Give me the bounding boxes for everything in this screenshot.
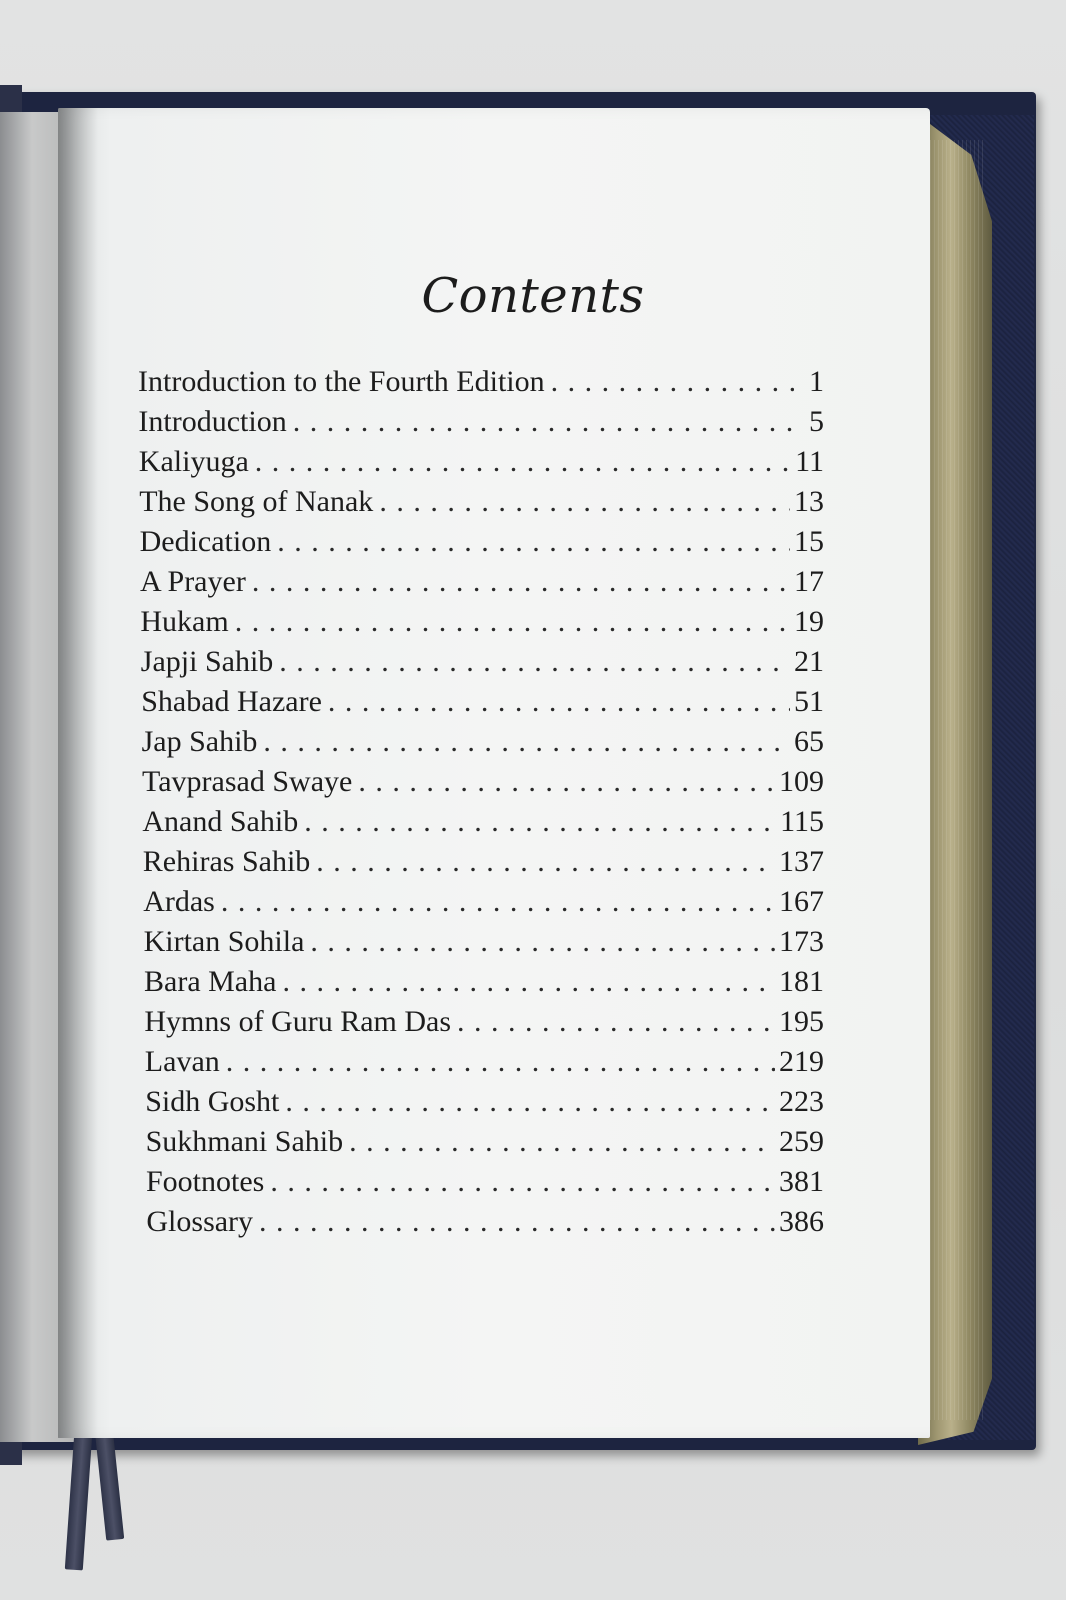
- toc-dot-leader: [226, 1045, 775, 1079]
- toc-entry-title: Hukam: [140, 605, 229, 638]
- toc-entry-page-number: 137: [779, 845, 824, 878]
- toc-entry-page-number: 1: [809, 365, 824, 398]
- toc-dot-leader: [358, 765, 775, 799]
- toc-entry: [146, 1165, 824, 1205]
- toc-entry: [138, 405, 824, 445]
- toc-entry: [138, 365, 824, 405]
- toc-entry: [142, 725, 824, 765]
- toc-entry-page-number: 167: [779, 885, 824, 918]
- toc-entry: [143, 845, 824, 885]
- toc-dot-leader: [285, 1085, 775, 1119]
- toc-entry-page-number: 13: [794, 485, 824, 518]
- toc-entry-page-number: 115: [780, 805, 824, 838]
- toc-entry-title: Sukhmani Sahib: [145, 1125, 344, 1158]
- toc-entry: [139, 445, 824, 485]
- toc-entry-title: Introduction: [138, 405, 287, 438]
- toc-entry-page-number: 109: [779, 765, 824, 798]
- toc-entry-page-number: 19: [794, 605, 824, 638]
- toc-entry-page-number: 195: [779, 1005, 824, 1038]
- toc-entry: [144, 1005, 824, 1045]
- toc-dot-leader: [235, 605, 790, 639]
- toc-dot-leader: [304, 805, 776, 839]
- toc-entry: [140, 605, 824, 645]
- toc-entry-page-number: 181: [779, 965, 824, 998]
- toc-entry-title: Tavprasad Swaye: [142, 765, 353, 798]
- toc-entry-title: The Song of Nanak: [139, 485, 374, 518]
- toc-entry-title: Kaliyuga: [138, 445, 249, 478]
- toc-entry-title: Rehiras Sahib: [142, 845, 311, 878]
- toc-entry-page-number: 219: [779, 1045, 824, 1078]
- toc-entry-title: Japji Sahib: [140, 645, 274, 678]
- toc-entry-title: A Prayer: [140, 565, 246, 598]
- toc-entry-title: Shabad Hazare: [141, 685, 322, 718]
- toc-entry: [145, 1045, 824, 1085]
- toc-entry-page-number: 51: [794, 685, 824, 718]
- toc-entry-page-number: 173: [779, 925, 824, 958]
- toc-entry-page-number: 223: [779, 1085, 824, 1118]
- toc-entry-title: Introduction to the Fourth Edition: [138, 365, 545, 398]
- toc-entry-title: Sidh Gosht: [145, 1085, 280, 1118]
- toc-dot-leader: [279, 645, 790, 679]
- toc-entry-title: Dedication: [139, 525, 272, 558]
- toc-entry: [141, 645, 824, 685]
- toc-entry: [141, 685, 824, 725]
- toc-entry-page-number: 65: [794, 725, 824, 758]
- toc-entry: [144, 965, 824, 1005]
- toc-entry-title: Lavan: [144, 1045, 220, 1078]
- toc-dot-leader: [255, 445, 791, 479]
- toc-entry: [142, 765, 824, 805]
- toc-dot-leader: [310, 925, 775, 959]
- toc-dot-leader: [263, 725, 790, 759]
- toc-entry-title: Kirtan Sohila: [143, 925, 305, 958]
- toc-dot-leader: [282, 965, 775, 999]
- toc-dot-leader: [551, 365, 794, 399]
- toc-dot-leader: [293, 405, 794, 439]
- toc-entry-page-number: 386: [779, 1205, 824, 1238]
- toc-entry: [140, 565, 824, 605]
- toc-entry-title: Footnotes: [146, 1165, 265, 1198]
- toc-entry-title: Jap Sahib: [141, 725, 258, 758]
- toc-dot-leader: [270, 1165, 775, 1199]
- toc-entry-page-number: 21: [794, 645, 824, 678]
- toc-entry: [140, 525, 824, 565]
- toc-entry-title: Ardas: [143, 885, 215, 918]
- toc-dot-leader: [277, 525, 790, 559]
- toc-dot-leader: [349, 1125, 775, 1159]
- toc-entry-page-number: 15: [794, 525, 824, 558]
- toc-dot-leader: [259, 1205, 775, 1239]
- table-of-contents: [138, 365, 824, 1245]
- toc-dot-leader: [221, 885, 775, 919]
- toc-entry: [139, 485, 824, 525]
- toc-dot-leader: [252, 565, 790, 599]
- toc-entry: [142, 805, 824, 845]
- page-edge-lines: [930, 140, 985, 1420]
- toc-dot-leader: [457, 1005, 775, 1039]
- toc-entry-title: Glossary: [146, 1205, 254, 1238]
- toc-entry-page-number: 17: [794, 565, 824, 598]
- toc-entry-page-number: 259: [779, 1125, 824, 1158]
- toc-entry-title: Bara Maha: [144, 965, 277, 998]
- toc-dot-leader: [328, 685, 790, 719]
- page-title: Contents: [421, 268, 645, 324]
- toc-dot-leader: [379, 485, 790, 519]
- toc-entry-page-number: 11: [795, 445, 824, 478]
- toc-entry: [145, 1085, 824, 1125]
- toc-dot-leader: [316, 845, 775, 879]
- toc-entry: [146, 1125, 824, 1165]
- toc-entry: [144, 925, 824, 965]
- toc-entry-title: Anand Sahib: [142, 805, 299, 838]
- toc-entry: [143, 885, 824, 925]
- toc-entry-page-number: 5: [809, 405, 824, 438]
- toc-entry-title: Hymns of Guru Ram Das: [144, 1005, 452, 1038]
- toc-entry: [146, 1205, 824, 1245]
- toc-entry-page-number: 381: [779, 1165, 824, 1198]
